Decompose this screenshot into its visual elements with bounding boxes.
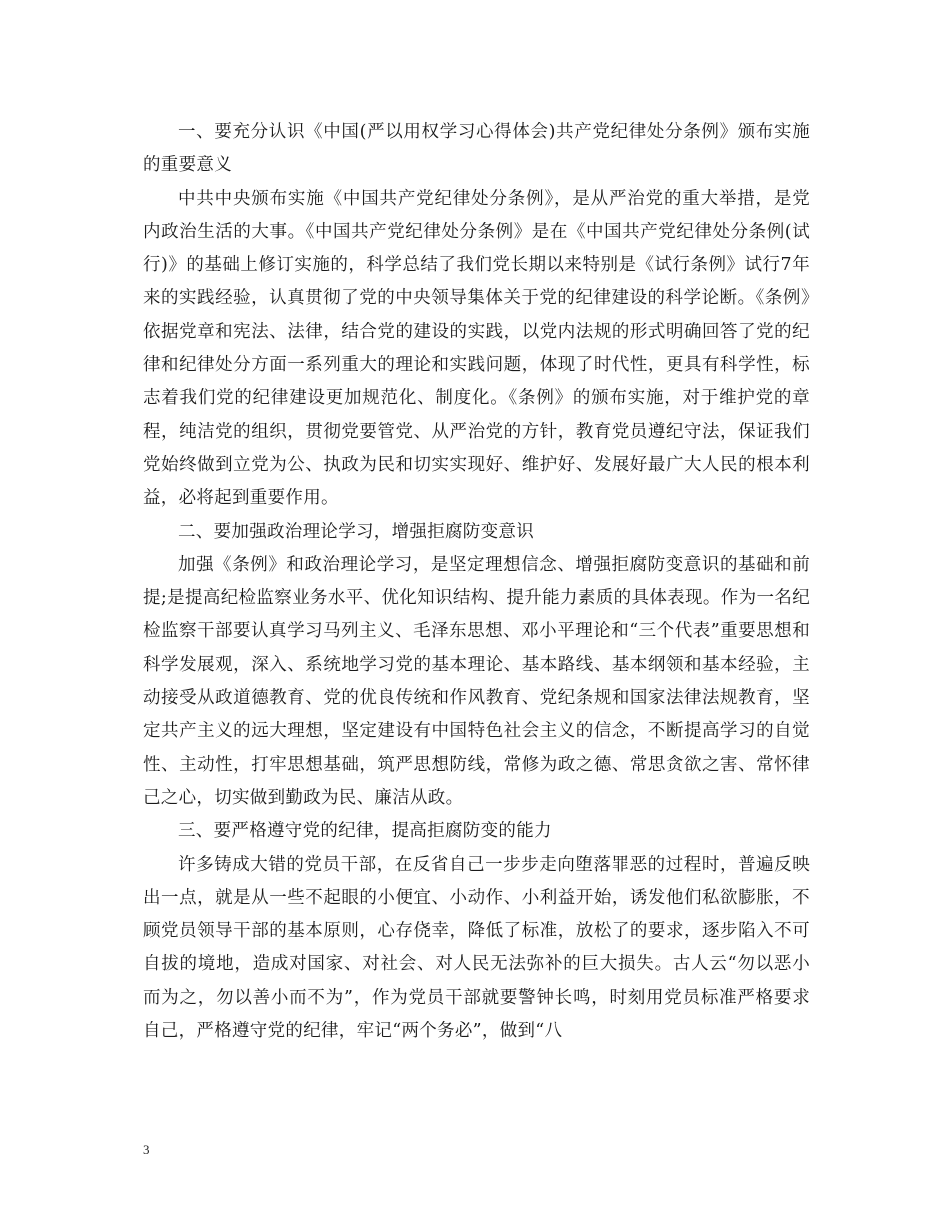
section-heading-1: 一、要充分认识《中国(严以用权学习心得体会)共产党纪律处分条例》颁布实施的重要意义 xyxy=(143,122,810,176)
body-paragraph-2: 加强《条例》和政治理论学习，是坚定理想信念、增强拒腐防变意识的基础和前提;是提高纪检监察业务水平、优化知识结构、提升能力素质的具体表现。作为一名纪检监察干部要认真学习马列主义、毛泽东思想、邓小平理论和“三个代表”重要思想和科学发展观，深入、系统地学习党的基本理论、基本路线、基本纲领和基本经验，主动接受从政道德教育、党的优良传统和作风教育、党纪条规和国家法律法规教育，坚定共产主义的远大理想，坚定建设有中国特色社会主义的信念，不断提高学习的自觉性、主动性，打牢思想基础，筑严思想防线，常修为政之德、常思贪欲之害、常怀律己之心，切实做到勤政为民、廉洁从政。 xyxy=(143,554,810,808)
body-paragraph-3: 许多铸成大错的党员干部，在反省自己一步步走向堕落罪恶的过程时，普遍反映出一点，就是从一些不起眼的小便宜、小动作、小利益开始，诱发他们私欲膨胀，不顾党员领导干部的基本原则，心存侥幸，降低了标准，放松了的要求，逐步陷入不可自拔的境地，造成对国家、对社会、对人民无法弥补的巨大损失。古人云“勿以恶小而为之，勿以善小而不为”，作为党员干部就要警钟长鸣，时刻用党员标准严格要求自己，严格遵守党的纪律，牢记“两个务必”，做到“八 xyxy=(143,854,810,1042)
body-paragraph-1: 中共中央颁布实施《中国共产党纪律处分条例》，是从严治党的重大举措，是党内政治生活的大事。《中国共产党纪律处分条例》是在《中国共产党纪律处分条例(试行)》的基础上修订实施的，科学总结了我们党长期以来特别是《试行条例》试行7年来的实践经验，认真贯彻了党的中央领导集体关于党的纪律建设的科学论断。《条例》依据党章和宪法、法律，结合党的建设的实践，以党内法规的形式明确回答了党的纪律和纪律处分方面一系列重大的理论和实践问题，体现了时代性，更具有科学性，标志着我们党的纪律建设更加规范化、制度化。《条例》的颁布实施，对于维护党的章程，纯洁党的组织，贯彻党要管党、从严治党的方针，教育党员遵纪守法，保证我们党始终做到立党为公、执政为民和切实实现好、维护好、发展好最广大人民的根本利益，必将起到重要作用。 xyxy=(143,188,810,509)
section-heading-2: 二、要加强政治理论学习，增强拒腐防变意识 xyxy=(178,521,534,542)
document-body xyxy=(143,116,810,1048)
page-number: 3 xyxy=(143,1142,150,1157)
section-heading-3: 三、要严格遵守党的纪律，提高拒腐防变的能力 xyxy=(178,821,552,842)
